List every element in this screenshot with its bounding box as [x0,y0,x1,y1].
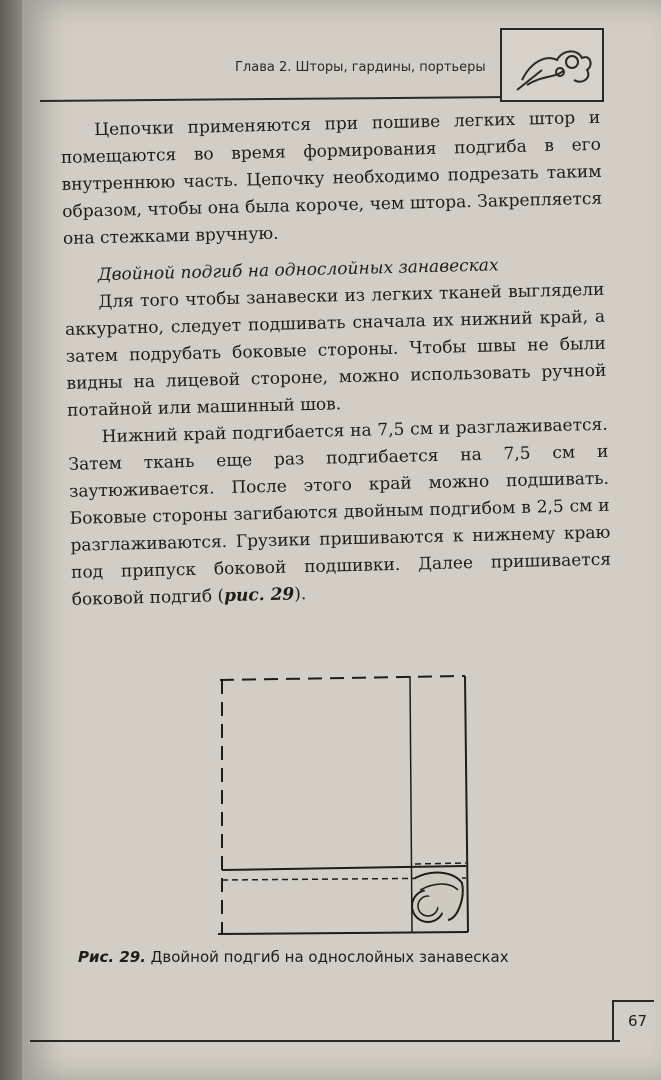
figure-29 [210,668,480,940]
figure-reference: рис. 29 [223,584,295,607]
body-text [60,105,612,614]
paragraph-3 [68,412,612,614]
caption-ref: Рис. 29. [78,948,146,966]
curtain-hem-diagram [210,668,480,940]
subheading: Двойной подгиб на однослойных занавесках [97,255,499,286]
chapter-header: Глава 2. Шторы, гардины, портьеры [235,60,486,75]
decorative-flower-scissors-icon [502,30,602,100]
caption-text: Двойной подгиб на однослойных занавесках [145,948,509,966]
figure-caption [78,948,618,966]
paragraph-3-end: ). [293,584,307,605]
page-number: 67 [628,1012,648,1030]
page-gutter-shadow [0,0,22,1080]
paragraph-3-main: Нижний край подгибается на 7,5 см и разглаживается. Затем ткань еще раз подгибается на 7,5 см и заутюживается. После этого край можно подшивать. Боковые стороны загибаются двойным подгибом в 2,5 см и разглаживаются. Грузики пришиваются к нижнему краю под припуск боковой подшивки. Далее пришивается боковой подгиб ( [68,414,612,610]
footer-rule [30,1040,620,1042]
paragraph-2: Для того чтобы занавески из легких тканей выглядели аккуратно, следует подшивать сначала их нижний край, а затем подрубать боковые стороны. Чтобы швы не были видны на лицевой стороне, можно использовать ручной потайной или машинный шов. [64,279,607,421]
chapter-logo-box [500,28,604,102]
paragraph-1: Цепочки применяются при пошиве легких штор и помещаются во время формирования подгиба в его внутреннюю часть. Цепочку необходимо подрезать таким образом, чтобы она была короче, чем штора. Закрепляется она стежками вручную. [60,107,603,249]
